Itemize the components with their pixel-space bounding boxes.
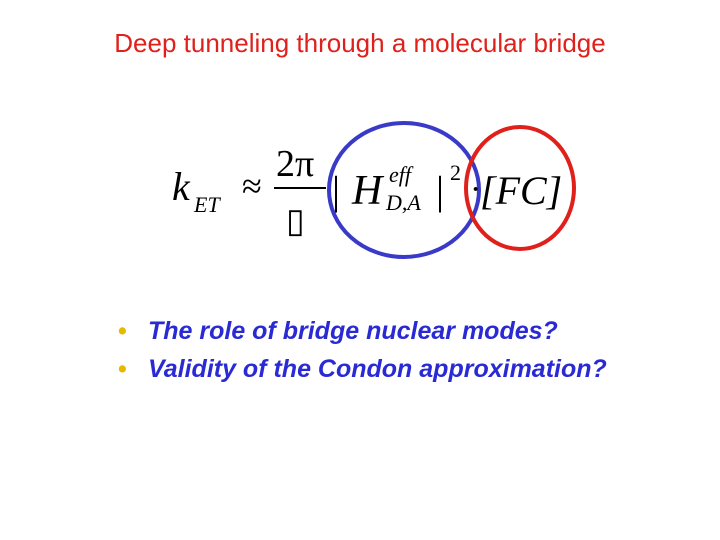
multiplication-dot: ·: [470, 171, 482, 208]
coupling-subscript: D,A: [386, 190, 421, 215]
bullet-text: The role of bridge nuclear modes?: [148, 317, 558, 345]
rate-subscript: ET: [194, 192, 220, 217]
fraction-denominator: ▯: [286, 203, 305, 240]
coupling-superscript: eff: [389, 162, 411, 187]
franck-condon-factor: [FC]: [480, 168, 563, 213]
coupling-symbol: H: [352, 168, 383, 214]
power-exponent: 2: [450, 160, 461, 185]
list-item: [118, 312, 607, 350]
bullet-marker: •: [118, 355, 127, 383]
abs-bar-left: |: [332, 168, 341, 213]
fraction-numerator: 2π: [276, 143, 315, 185]
list-item: [118, 350, 607, 388]
bullet-text: Validity of the Condon approximation?: [148, 355, 607, 383]
slide-title: Deep tunneling through a molecular bridge: [114, 28, 606, 58]
rate-symbol: k: [172, 164, 190, 209]
approx-sign: ≈: [242, 166, 262, 206]
abs-bar-right: |: [436, 168, 445, 213]
bullet-marker: •: [118, 317, 127, 345]
question-list: [118, 312, 607, 388]
